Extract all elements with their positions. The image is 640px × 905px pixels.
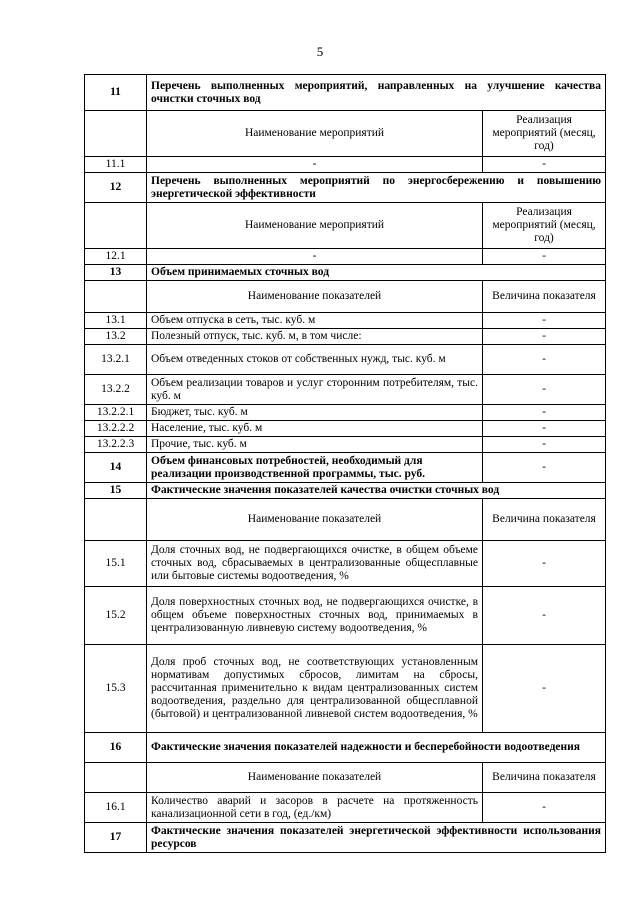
empty-cell: [85, 203, 147, 249]
column-header-value: Реализация мероприятий (месяц, год): [483, 203, 606, 249]
header-row: [85, 203, 606, 249]
row-name: Бюджет, тыс. куб. м: [147, 405, 483, 421]
row-number: 13.2.2.1: [85, 405, 147, 421]
row-number: 13.2.2.2: [85, 421, 147, 437]
row-number: 13.2.1: [85, 345, 147, 375]
section-row: [85, 823, 606, 853]
table-row: [85, 329, 606, 345]
row-value: -: [483, 375, 606, 405]
section-number: 14: [85, 453, 147, 483]
table-row: [85, 793, 606, 823]
row-number: 13.1: [85, 313, 147, 329]
section-row: [85, 733, 606, 763]
column-header-value: Величина показателя: [483, 763, 606, 793]
header-row: [85, 281, 606, 313]
empty-cell: [85, 281, 147, 313]
column-header-value: Реализация мероприятий (месяц, год): [483, 111, 606, 157]
row-name: Объем отпуска в сеть, тыс. куб. м: [147, 313, 483, 329]
page-number: 5: [316, 44, 324, 59]
row-value: -: [483, 645, 606, 733]
row-number: 13.2: [85, 329, 147, 345]
column-header-name: Наименование мероприятий: [147, 111, 483, 157]
column-header-name: Наименование показателей: [147, 281, 483, 313]
row-value: -: [483, 157, 606, 173]
row-name: -: [147, 249, 483, 265]
section-row: [85, 265, 606, 281]
row-value: -: [483, 313, 606, 329]
section-number: 16: [85, 733, 147, 763]
table-row: [85, 157, 606, 173]
table-row: [85, 437, 606, 453]
section-number: 12: [85, 173, 147, 203]
table-row: [85, 421, 606, 437]
header-row: [85, 763, 606, 793]
column-header-name: Наименование мероприятий: [147, 203, 483, 249]
table-row: [85, 375, 606, 405]
empty-cell: [85, 763, 147, 793]
section-title: Объем принимаемых сточных вод: [147, 265, 606, 281]
column-header-value: Величина показателя: [483, 281, 606, 313]
row-value: -: [483, 405, 606, 421]
section-row: [85, 453, 606, 483]
table-row: [85, 587, 606, 645]
row-value: -: [483, 453, 606, 483]
section-number: 15: [85, 483, 147, 499]
row-number: 15.2: [85, 587, 147, 645]
table-row: [85, 249, 606, 265]
row-value: -: [483, 437, 606, 453]
row-value: -: [483, 793, 606, 823]
section-row: [85, 75, 606, 111]
empty-cell: [85, 111, 147, 157]
section-number: 17: [85, 823, 147, 853]
row-value: -: [483, 329, 606, 345]
row-number: 16.1: [85, 793, 147, 823]
row-name: Количество аварий и засоров в расчете на протяженность канализационной сети в год, (ед./км): [147, 793, 483, 823]
row-number: 12.1: [85, 249, 147, 265]
row-number: 15.1: [85, 541, 147, 587]
section-number: 11: [85, 75, 147, 111]
table-row: [85, 541, 606, 587]
section-title: Фактические значения показателей надежности и бесперебойности водоотведения: [147, 733, 606, 763]
row-number: 15.3: [85, 645, 147, 733]
column-header-name: Наименование показателей: [147, 763, 483, 793]
section-title: Перечень выполненных мероприятий, направленных на улучшение качества очистки сточных вод: [147, 75, 606, 111]
row-name: Население, тыс. куб. м: [147, 421, 483, 437]
column-header-value: Величина показателя: [483, 499, 606, 541]
row-name: Полезный отпуск, тыс. куб. м, в том числе:: [147, 329, 483, 345]
row-value: -: [483, 345, 606, 375]
row-number: 11.1: [85, 157, 147, 173]
row-value: -: [483, 421, 606, 437]
section-row: [85, 173, 606, 203]
section-title: Фактические значения показателей энергетической эффективности использования ресурсов: [147, 823, 606, 853]
empty-cell: [85, 499, 147, 541]
header-row: [85, 499, 606, 541]
row-name: Доля сточных вод, не подвергающихся очистке, в общем объеме сточных вод, сбрасываемых в централизованные общесплавные или бытовые системы водоотведения, %: [147, 541, 483, 587]
header-row: [85, 111, 606, 157]
row-value: -: [483, 541, 606, 587]
section-row: [85, 483, 606, 499]
row-name: Доля поверхностных сточных вод, не подвергающихся очистке, в общем объеме поверхностных сточных вод, принимаемых в централизованную ливневую систему водоотведения, %: [147, 587, 483, 645]
row-name: -: [147, 157, 483, 173]
table-row: [85, 313, 606, 329]
row-name: Прочие, тыс. куб. м: [147, 437, 483, 453]
section-title: Фактические значения показателей качества очистки сточных вод: [147, 483, 606, 499]
section-title: Объем финансовых потребностей, необходимый для реализации производственной программы, тыс. руб.: [147, 453, 483, 483]
row-number: 13.2.2.3: [85, 437, 147, 453]
row-number: 13.2.2: [85, 375, 147, 405]
row-value: -: [483, 249, 606, 265]
row-name: Объем реализации товаров и услуг сторонним потребителям, тыс. куб. м: [147, 375, 483, 405]
row-value: -: [483, 587, 606, 645]
indicators-table: [84, 74, 606, 853]
section-number: 13: [85, 265, 147, 281]
row-name: Доля проб сточных вод, не соответствующих установленным нормативам допустимых сбросов, лимитам на сбросы, рассчитанная применительно к видам централизованных систем водоотведения, раздельно для централизованной общесплавной (бытовой) и централизованной ливневой систем водоотведения, %: [147, 645, 483, 733]
table-row: [85, 645, 606, 733]
table-row: [85, 405, 606, 421]
row-name: Объем отведенных стоков от собственных нужд, тыс. куб. м: [147, 345, 483, 375]
table-row: [85, 345, 606, 375]
section-title: Перечень выполненных мероприятий по энергосбережению и повышению энергетической эффективности: [147, 173, 606, 203]
column-header-name: Наименование показателей: [147, 499, 483, 541]
